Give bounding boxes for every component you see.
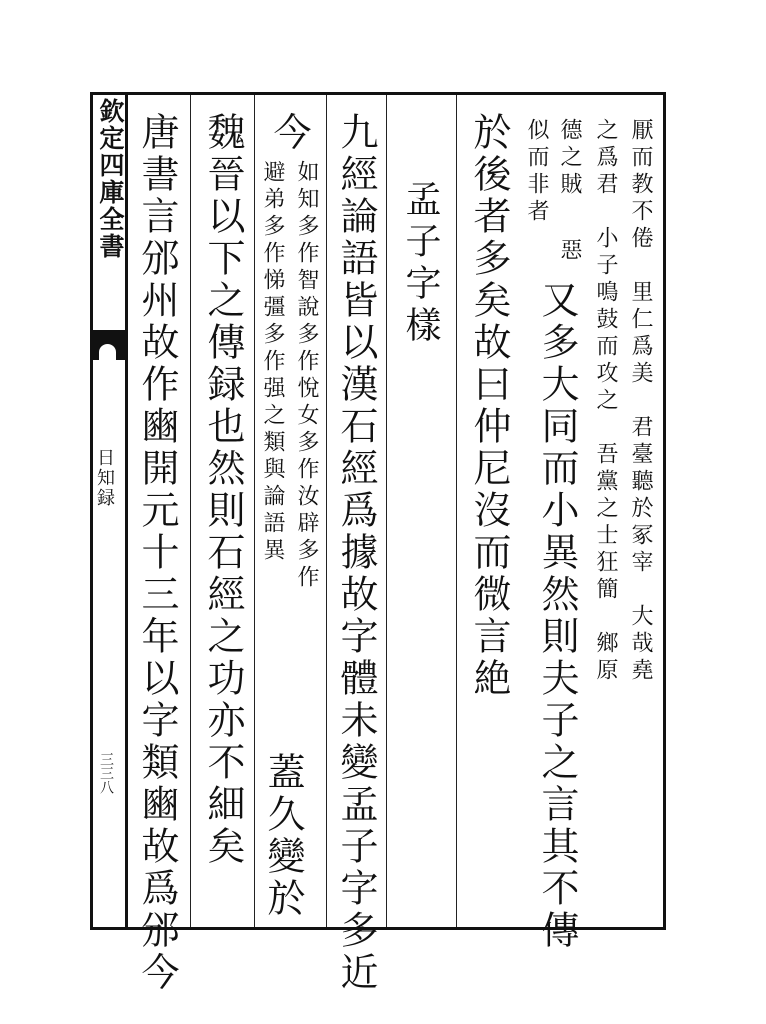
main-text-column: 於後者多矣故曰仲尼沒而微言絶	[467, 112, 511, 700]
main-text-column: 九經論語皆以漢石經爲據故字體未變孟子字多近	[334, 112, 378, 994]
main-text-column: 又多大同而小異然則夫子之言其不傳	[535, 280, 579, 952]
gutter-book-title: 日知録	[94, 448, 115, 508]
column-divider	[254, 95, 255, 927]
gutter-title: 欽定四庫全書	[96, 98, 125, 260]
main-text-column: 唐書言邠州故作豳開元十三年以字類豳故爲邠今	[135, 112, 179, 994]
column-divider	[190, 95, 191, 927]
column-divider	[456, 95, 457, 927]
fish-tail-mark-icon	[90, 330, 125, 360]
gutter-page-number: 三三八	[98, 752, 114, 794]
commentary-line: 避弟多作悌彊多作强之類與論語異	[260, 160, 285, 565]
commentary-line: 似而非者	[524, 118, 549, 226]
commentary-line: 惡	[557, 238, 582, 265]
column-divider	[386, 95, 387, 927]
main-text-column: 今	[267, 112, 311, 154]
section-heading: 孟子字樣	[400, 180, 441, 348]
commentary-line: 厭而教不倦 里仁爲美 君臺聽於冢宰 大哉堯	[628, 118, 653, 685]
commentary-line: 之爲君 小子鳴鼓而攻之 吾黨之士狂簡 鄉原	[593, 118, 618, 685]
column-divider	[326, 95, 327, 927]
commentary-line: 如知多作智說多作悅女多作汝辟多作	[294, 160, 319, 592]
commentary-line: 德之賊	[557, 118, 582, 199]
main-text-column: 魏晉以下之傳録也然則石經之功亦不細矣	[201, 112, 245, 868]
main-text-column: 蓋久變於	[261, 752, 305, 920]
